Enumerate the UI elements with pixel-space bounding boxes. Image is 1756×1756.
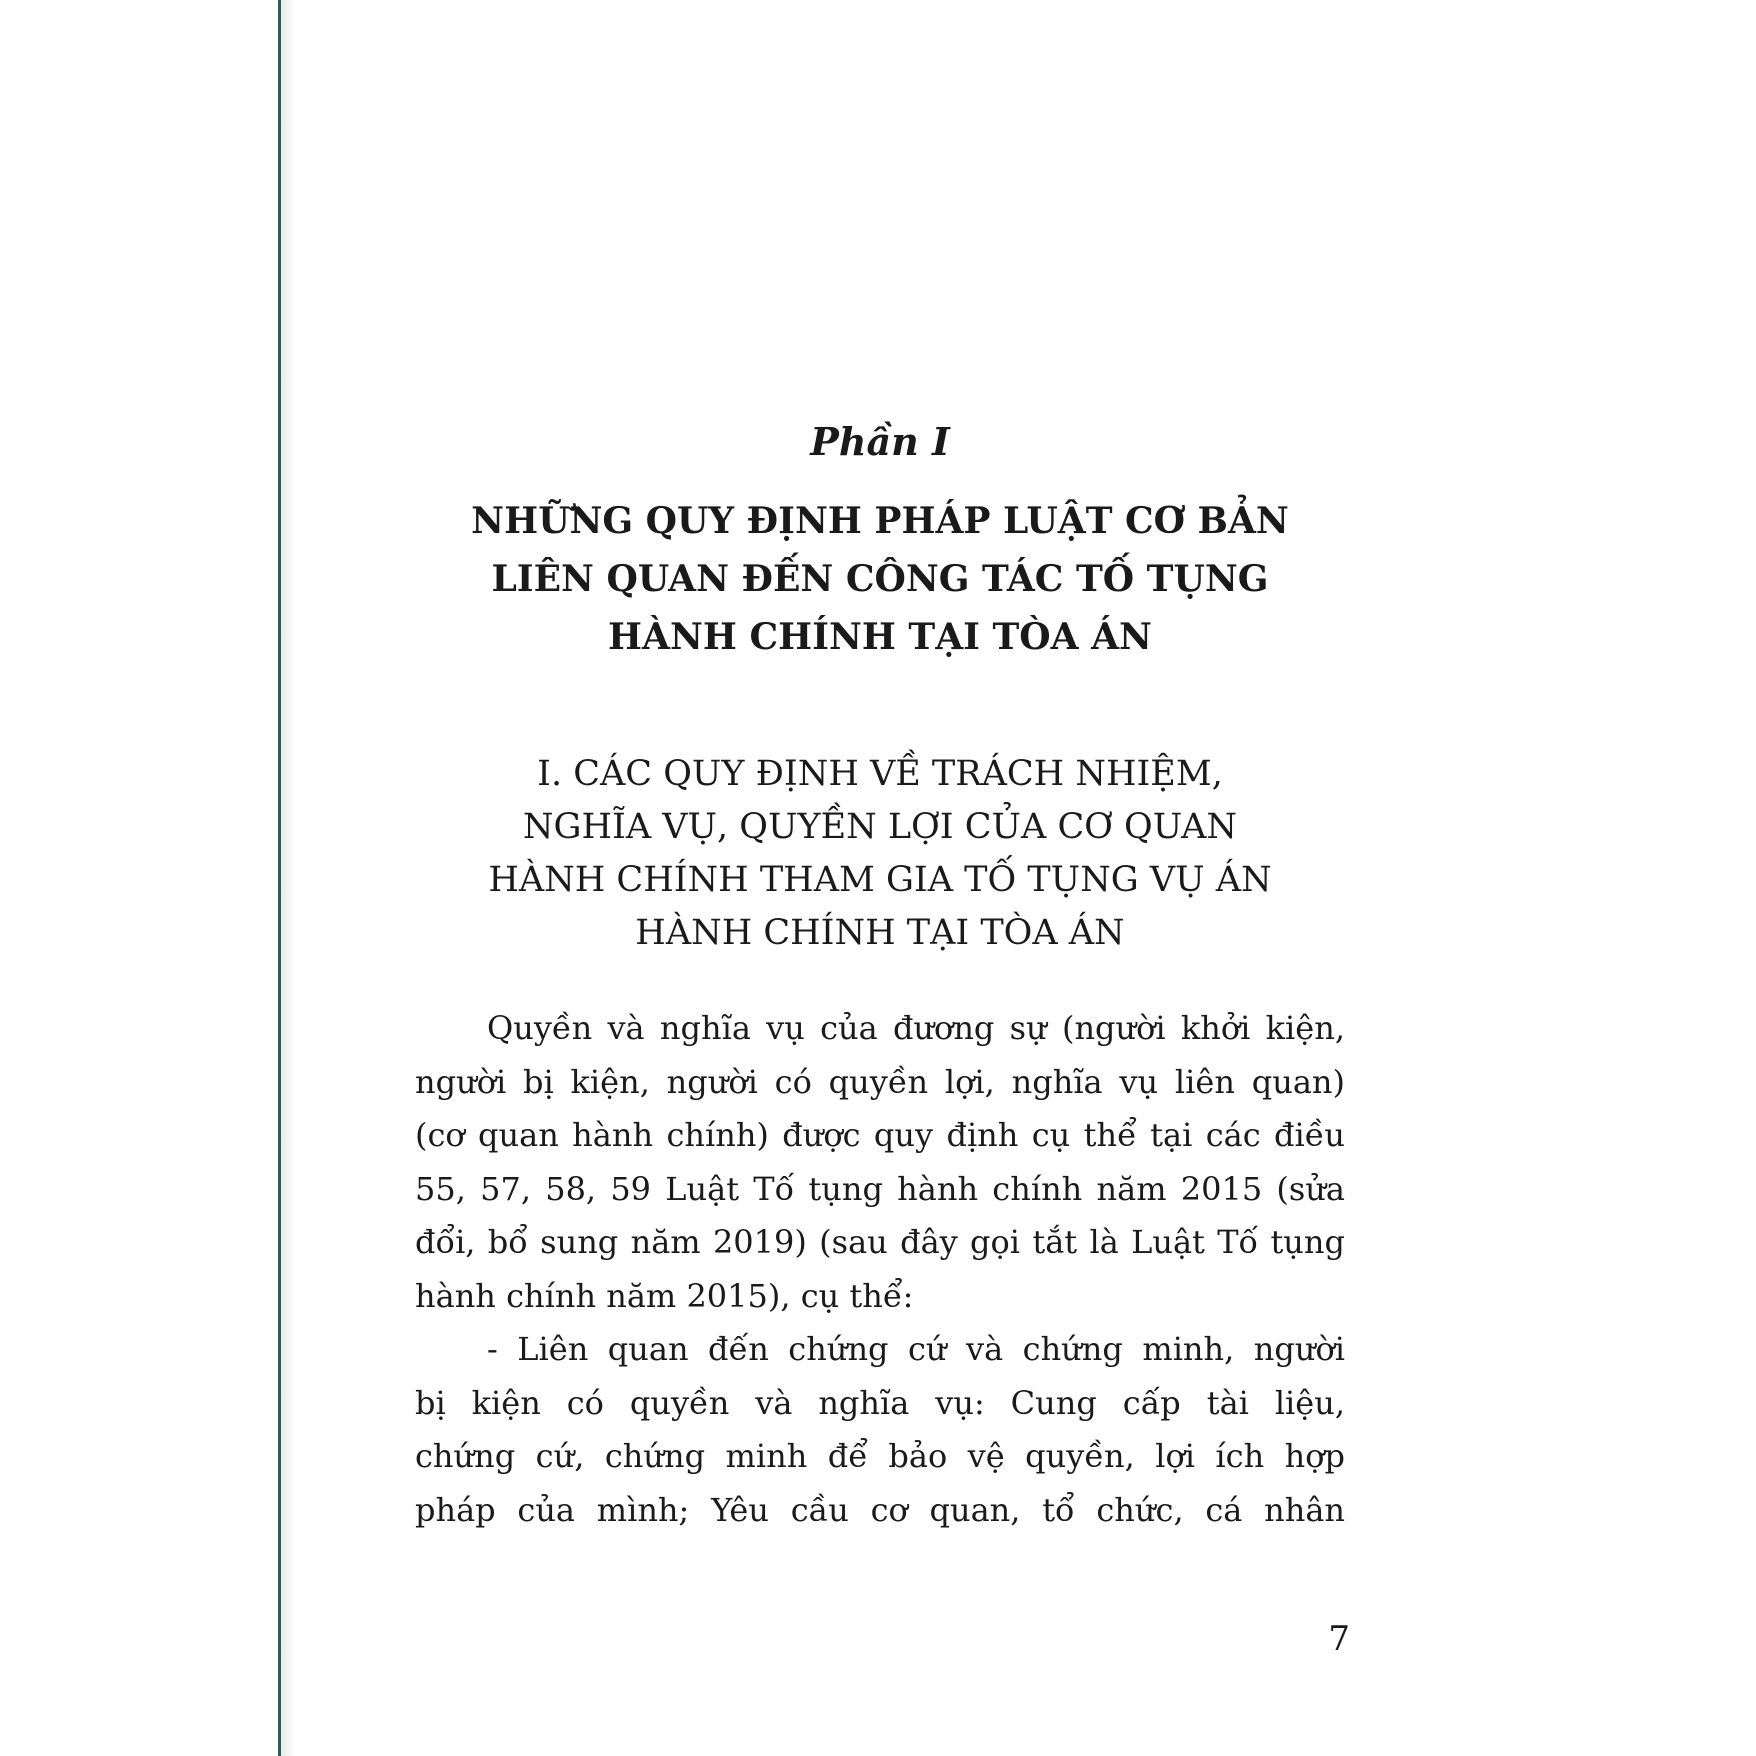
body-line: người bị kiện, người có quyền lợi, nghĩa vụ liên quan)	[415, 1062, 1345, 1101]
body-line: bị kiện có quyền và nghĩa vụ: Cung cấp tài liệu,	[415, 1383, 1345, 1422]
section-heading	[415, 748, 1345, 960]
page-number: 7	[1328, 1619, 1350, 1659]
body-line: đổi, bổ sung năm 2019) (sau đây gọi tắt là Luật Tố tụng	[415, 1223, 1345, 1261]
body-line: pháp của mình; Yêu cầu cơ quan, tổ chức, cá nhân	[415, 1490, 1345, 1529]
section-heading-line: HÀNH CHÍNH TẠI TÒA ÁN	[635, 913, 1125, 953]
section-heading-line: I. CÁC QUY ĐỊNH VỀ TRÁCH NHIỆM,	[537, 754, 1223, 794]
body-line: 55, 57, 58, 59 Luật Tố tụng hành chính năm 2015 (sửa	[415, 1169, 1345, 1208]
body-line: - Liên quan đến chứng cứ và chứng minh, người	[487, 1330, 1345, 1368]
chapter-title-line: NHỮNG QUY ĐỊNH PHÁP LUẬT CƠ BẢN	[471, 500, 1289, 542]
body-line: hành chính năm 2015), cụ thể:	[415, 1276, 914, 1315]
chapter-title-line: LIÊN QUAN ĐẾN CÔNG TÁC TỐ TỤNG	[491, 558, 1269, 600]
body-line: (cơ quan hành chính) được quy định cụ thể tại các điều	[415, 1116, 1345, 1154]
body-line: chứng cứ, chứng minh để bảo vệ quyền, lợi ích hợp	[415, 1437, 1345, 1475]
chapter-title-line: HÀNH CHÍNH TẠI TÒA ÁN	[608, 616, 1152, 658]
chapter-title	[415, 492, 1345, 666]
body-paragraphs	[415, 1002, 1345, 1537]
part-title: Phần I	[810, 419, 950, 464]
spine-shadow	[281, 0, 295, 1756]
section-heading-line: HÀNH CHÍNH THAM GIA TỐ TỤNG VỤ ÁN	[488, 860, 1272, 900]
section-heading-line: NGHĨA VỤ, QUYỀN LỢI CỦA CƠ QUAN	[522, 807, 1238, 847]
body-line: Quyền và nghĩa vụ của đương sự (người khởi kiện,	[487, 1009, 1345, 1047]
